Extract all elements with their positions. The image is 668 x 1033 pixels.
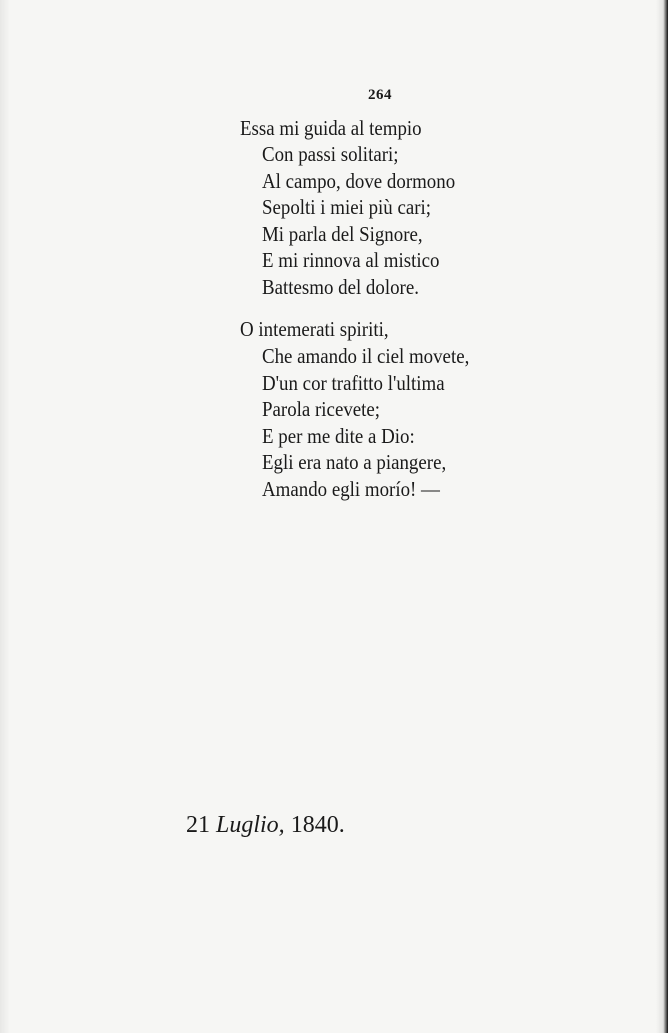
poem-line: Mi parla del Signore, [262, 222, 423, 246]
poem-line: O intemerati spiriti, [240, 317, 389, 341]
poem-line: Al campo, dove dormono [262, 169, 456, 193]
poem-line: D'un cor trafitto l'ultima [262, 371, 445, 395]
poem-line: E per me dite a Dio: [262, 424, 415, 448]
date-day: 21 [186, 812, 210, 838]
date-year: 1840. [290, 812, 345, 838]
poem-line: Sepolti i miei più cari; [262, 195, 432, 219]
poem-line: Amando egli morío! — [262, 477, 440, 501]
poem-line: Con passi solitari; [262, 142, 399, 166]
page-number: 264 [368, 87, 392, 103]
poem-line: Battesmo del dolore. [262, 275, 419, 299]
poem-line: Che amando il ciel movete, [262, 344, 470, 368]
poem-line: Parola ricevete; [262, 397, 381, 421]
dateline [186, 812, 345, 839]
poem-line: E mi rinnova al mistico [262, 248, 440, 272]
poem-line: Essa mi guida al tempio [240, 116, 422, 140]
page-edge-shadow [656, 0, 668, 1033]
poem-line: Egli era nato a piangere, [262, 450, 447, 474]
page-gutter-shadow [0, 0, 10, 1033]
date-month: Luglio, [216, 812, 285, 838]
